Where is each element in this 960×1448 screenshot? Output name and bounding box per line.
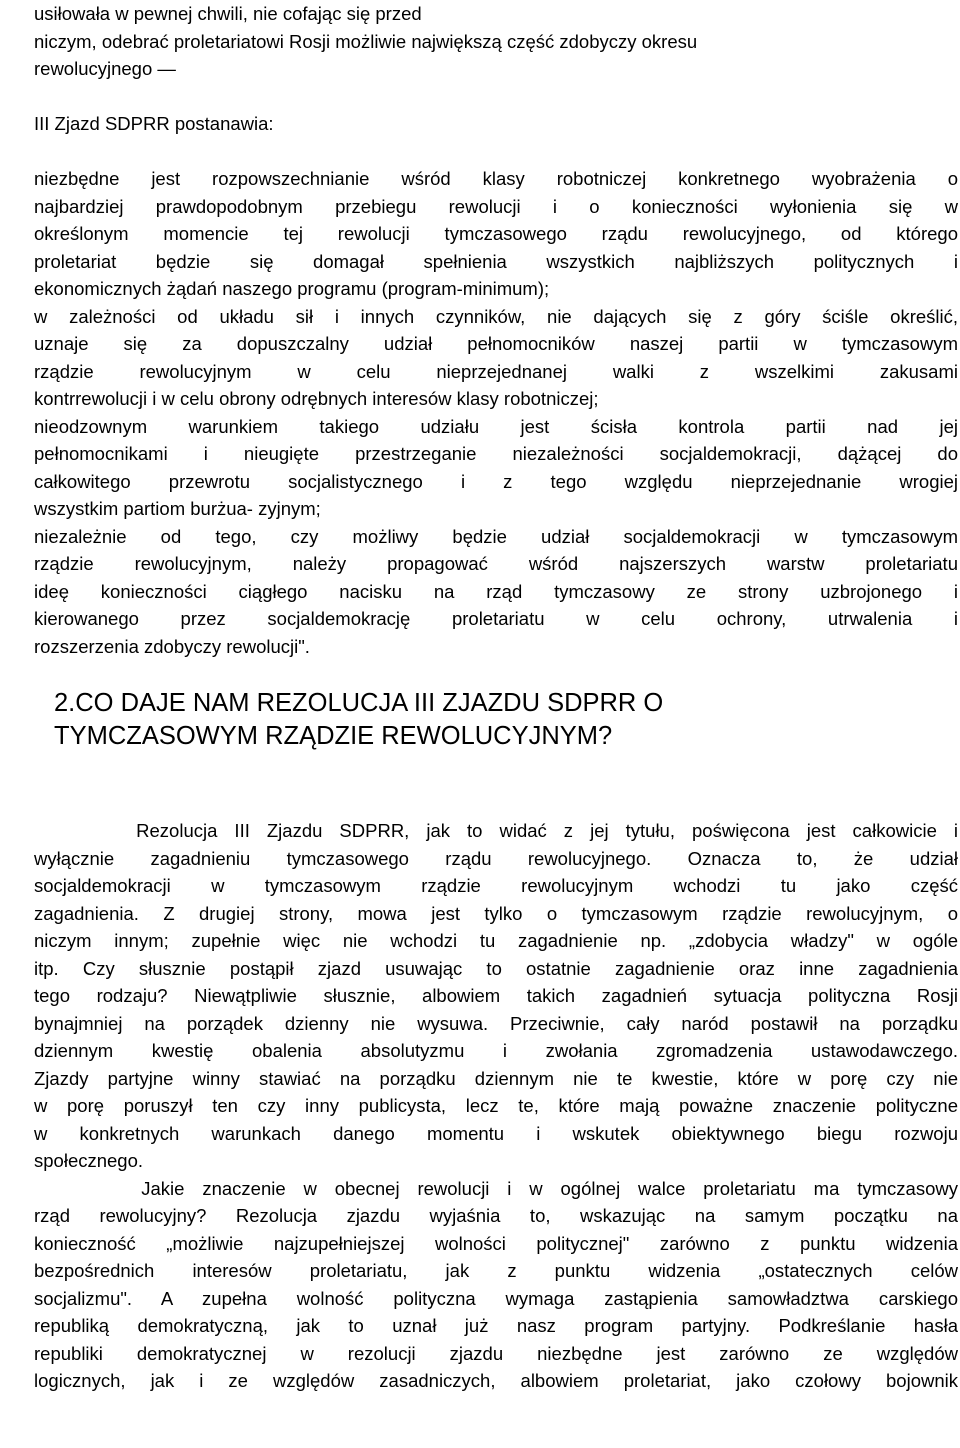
text-line: itp. Czy słusznie postąpił zjazd usuwając to ostatnie zagadnienie oraz inne zagadnienia [34,957,958,979]
text-line: określonym momencie tej rewolucji tymczasowego rządu rewolucyjnego, od którego [34,223,958,244]
text-line: socjaldemokracji w tymczasowym rządzie rewolucyjnym wchodzi tu jako część [34,875,958,896]
text-line: ideę konieczności ciągłego nacisku na rząd tymczasowy ze strony uzbrojonego i [34,580,958,602]
text-line: kierowanego przez socjaldemokrację proletariatu w celu ochrony, utrwalenia i [34,608,958,629]
document-page [34,0,958,1395]
text-line: proletariat będzie się domagał spełnienia wszystkich najbliższych politycznych i [34,250,958,272]
blank-line [34,138,958,166]
section-heading-line-1: 2.CO DAJE NAM REZOLUCJA III ZJAZDU SDPRR O [54,689,664,717]
text-line: socjalizmu". A zupełna wolność polityczna wymaga zastąpienia samowładztwa carskiego [34,1287,958,1309]
text-line: wyłącznie zagadnieniu tymczasowego rządu rewolucyjnego. Oznacza to, że udział [34,847,958,869]
text-line: rządzie rewolucyjnym w celu nieprzejednanej walki z wszelkimi zakusami [34,360,958,382]
commentary-text [34,817,958,1395]
text-line: tego rodzaju? Niewątpliwie słusznie, albowiem takich zagadnień sytuacja polityczna Rosji [34,985,958,1006]
text-line: niczym innym; zupełnie więc nie wchodzi tu zagadnienie np. „zdobycia władzy" w ogóle [34,930,958,951]
text-line: bynajmniej na porządek dzienny nie wysuwa. Przeciwnie, cały naród postawił na porządku [34,1012,958,1034]
text-line: rozszerzenia zdobyczy rewolucji". [34,635,310,657]
text-line: logicznych, jak i ze względów zasadniczych, albowiem proletariat, jako czołowy bojownik [34,1370,958,1391]
text-line: najbardziej prawdopodobnym przebiegu rewolucji i o konieczności wyłonienia się w [34,195,958,217]
text-line: rządzie rewolucyjnym, należy propagować wśród najszerszych warstw proletariatu [34,553,958,574]
text-line: ekonomicznych żądań naszego programu (program-minimum); [34,278,550,299]
text-line: zagadnienia. Z drugiej strony, mowa jest tylko o tymczasowym rządzie rewolucyjnym, o [34,902,958,924]
text-line: republiką demokratyczną, jak to uznał już nasz program partyjny. Podkreślanie hasła [34,1315,958,1336]
text-line: w konkretnych warunkach danego momentu i wskutek obiektywnego biegu rozwoju [34,1122,958,1144]
text-line: wszystkim partiom burżua- zyjnym; [34,498,321,519]
text-line: republiki demokratycznej w rezolucji zjazdu niezbędne jest zarówno ze względów [34,1342,958,1364]
text-line: społecznego. [34,1150,144,1171]
text-line: Zjazdy partyjne winny stawiać na porządku dziennym nie te kwestie, które w porę czy nie [34,1067,958,1089]
text-line: dziennym kwestię obalenia absolutyzmu i zwołania zgromadzenia ustawodawczego. [34,1040,958,1061]
text-line: Jakie znaczenie w obecnej rewolucji i w ogólnej walce proletariatu ma tymczasowy [34,1177,958,1199]
text-line: niezależnie od tego, czy możliwy będzie udział socjaldemokracji w tymczasowym [34,525,958,547]
text-line: konieczność „możliwie najzupełniejszej wolności politycznej" zarówno z punktu widzenia [34,1232,958,1254]
section-heading-line-2: TYMCZASOWYM RZĄDZIE REWOLUCYJNYM? [54,722,613,750]
text-line: nieodzownym warunkiem takiego udziału jest ścisła kontrola partii nad jej [34,415,958,437]
text-line: niczym, odebrać proletariatowi Rosji możliwie największą część zdobyczy okresu [34,30,698,52]
text-line: całkowitego przewrotu socjalistycznego i z tego względu nieprzejednanie wrogiej [34,470,958,492]
blank-line [34,83,958,111]
text-line: uznaje się za dopuszczalny udział pełnomocników naszej partii w tymczasowym [34,333,958,354]
text-line: w porę poruszył ten czy inny publicysta, lecz te, które mają poważne znaczenie polityczne [34,1095,958,1116]
text-line: III Zjazd SDPRR postanawia: [34,113,274,134]
resolution-text [34,0,958,660]
text-line: rząd rewolucyjny? Rezolucja zjazdu wyjaśnia to, wskazując na samym początku na [34,1205,958,1226]
text-line: usiłowała w pewnej chwili, nie cofając się przed [34,3,422,24]
text-line: bezpośrednich interesów proletariatu, jak z punktu widzenia „ostatecznych celów [34,1260,958,1281]
text-line: w zależności od układu sił i innych czynników, nie dających się z góry ściśle określić, [34,305,958,327]
text-line: rewolucyjnego — [34,58,176,79]
spacer [34,753,958,817]
text-line: Rezolucja III Zjazdu SDPRR, jak to widać z jej tytułu, poświęcona jest całkowicie i [34,820,958,841]
text-line: kontrrewolucji i w celu obrony odrębnych interesów klasy robotniczej; [34,388,599,409]
text-line: pełnomocnikami i nieugięte przestrzeganie niezależności socjaldemokracji, dążącej do [34,443,958,464]
text-line: niezbędne jest rozpowszechnianie wśród klasy robotniczej konkretnego wyobrażenia o [34,168,958,189]
